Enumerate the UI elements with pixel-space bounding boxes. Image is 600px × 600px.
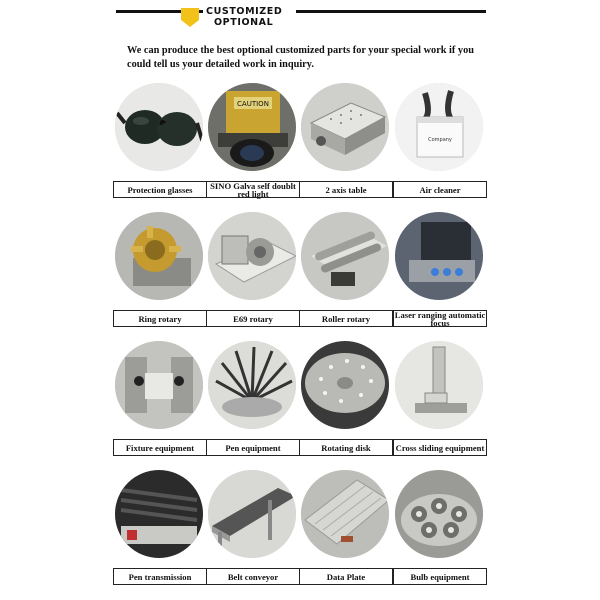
- section-title-line2: OPTIONAL: [214, 16, 274, 28]
- data-plate-photo: [301, 470, 389, 558]
- auto-focus-photo: [395, 212, 483, 300]
- item-label: E69 rotary: [206, 310, 300, 327]
- item-label: 2 axis table: [299, 181, 393, 198]
- svg-text:Company: Company: [428, 137, 452, 143]
- item-label: Cross sliding equipment: [393, 439, 487, 456]
- ring-rotary-photo: [115, 212, 203, 300]
- item-label: Protection glasses: [113, 181, 207, 198]
- e69-rotary-photo: [208, 212, 296, 300]
- svg-text:CAUTION: CAUTION: [237, 100, 269, 108]
- item-label: Pen equipment: [206, 439, 300, 456]
- air-cleaner-photo: [395, 83, 483, 171]
- item-label: Fixture equipment: [113, 439, 207, 456]
- item-label: Air cleaner: [393, 181, 487, 198]
- fixture-photo: [115, 341, 203, 429]
- pen-equipment-photo: [208, 341, 296, 429]
- belt-conveyor-photo: [208, 470, 296, 558]
- protection-glasses-photo: [115, 83, 203, 171]
- item-label: Bulb equipment: [393, 568, 487, 585]
- bulb-equipment-photo: [395, 470, 483, 558]
- roller-rotary-photo: [301, 212, 389, 300]
- item-label: Ring rotary: [113, 310, 207, 327]
- axis-table-photo: [301, 83, 389, 171]
- cross-sliding-photo: [395, 341, 483, 429]
- intro-text: We can produce the best optional customized parts for your special work if you could tell us your detailed work in inquiry.: [127, 45, 474, 70]
- item-label: SINO Galva self doublt red light: [206, 181, 300, 198]
- pen-transmission-photo: [115, 470, 203, 558]
- item-label: Pen transmission: [113, 568, 207, 585]
- rotating-disk-photo: [301, 341, 389, 429]
- item-label: Rotating disk: [299, 439, 393, 456]
- galvo-head-photo: [208, 83, 296, 171]
- section-title-line1: CUSTOMIZED: [206, 6, 283, 17]
- item-label: Data Plate: [299, 568, 393, 585]
- item-label: Roller rotary: [299, 310, 393, 327]
- item-label: Belt conveyor: [206, 568, 300, 585]
- item-label: Laser ranging automatic focus: [394, 309, 486, 328]
